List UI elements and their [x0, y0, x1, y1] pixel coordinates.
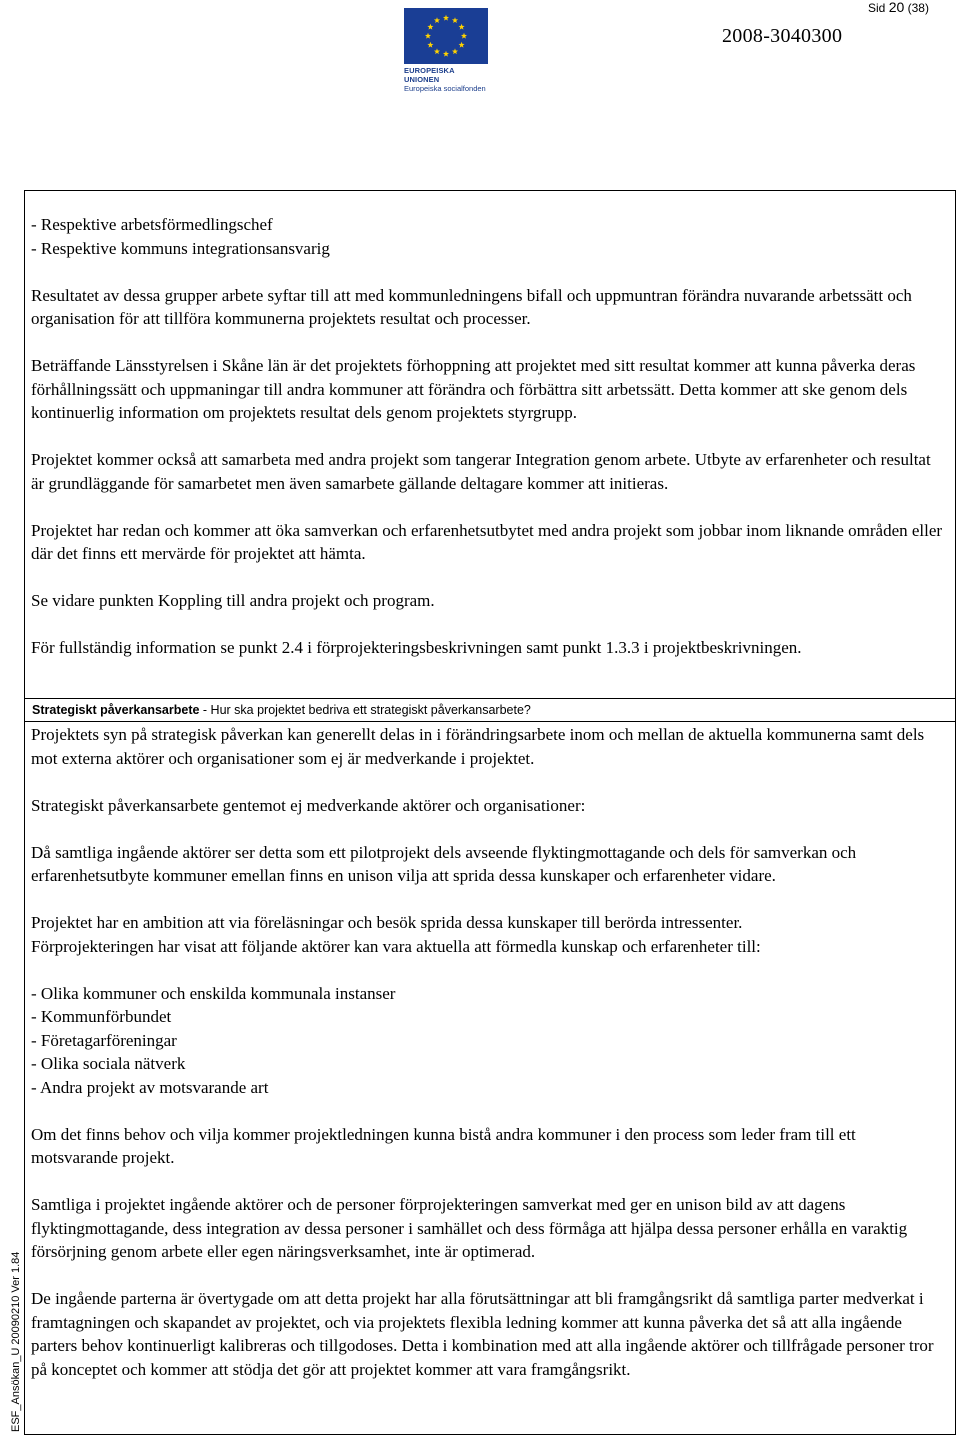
logo-line-2: Europeiska socialfonden	[404, 84, 486, 93]
paragraph: De ingående parterna är övertygade om att detta projekt har alla förutsättningar att bli framgångsrikt då samtliga parter medverkat i framtagningen och skapandet av projektet, och via projektets flexibla ledning kommer att kunna påverka det så att alla ingående parters behov kontinuerligt kalibreras och tillgodoses. Detta i kombination med att alla ingående aktörer och tillfrågade personer tror på konceptet och kommer att stödja det gör att projektet kommer att vara framgångsrikt.	[31, 1289, 934, 1379]
list-item: - Respektive kommuns integrationsansvarig	[31, 238, 330, 258]
page-number-label	[868, 0, 929, 15]
paragraph: Samtliga i projektet ingående aktörer och de personer förprojekteringen samverkat med ger en unison bild av att dagens flyktingmottagande, dess integration av dessa personer i samhället och dess förmåga att hjälpa dessa personer erhålla en varaktig försörjning genom arbete eller egen näringsverksamhet, inte är optimerad.	[31, 1195, 908, 1261]
paragraph: Projektet har en ambition att via föreläsningar och besök sprida dessa kunskaper till berörda intressenter.	[31, 913, 743, 932]
eu-logo	[404, 8, 488, 93]
section-heading	[32, 703, 531, 718]
page-number: 20	[888, 0, 905, 15]
paragraph: För fullständig information se punkt 2.4 i förprojekteringsbeskrivningen samt punkt 1.3.3 i projektbeskrivningen.	[31, 638, 802, 657]
paragraph: Projektet kommer också att samarbeta med andra projekt som tangerar Integration genom arbete. Utbyte av erfarenheter och resultat är grundläggande för samarbetet men även samarbete gällande deltagare kommer att initieras.	[31, 450, 931, 493]
list-item: - Olika sociala nätverk	[31, 1054, 186, 1073]
paragraph: Resultatet av dessa grupper arbete syftar till att med kommunledningens bifall och uppmuntran förändra nuvarande arbetssätt och organisation för att tillföra kommunerna projektets resultat och processer.	[31, 285, 912, 328]
paragraph: Förprojekteringen har visat att följande aktörer kan vara aktuella att förmedla kunskap och erfarenheter till:	[31, 936, 761, 956]
section-heading-question: - Hur ska projektet bedriva ett strategiskt påverkansarbete?	[199, 703, 531, 717]
paragraph: Strategiskt påverkansarbete gentemot ej medverkande aktörer och organisationer:	[31, 795, 586, 815]
list-item: - Olika kommuner och enskilda kommunala instanser	[31, 983, 396, 1003]
section-2	[31, 723, 946, 1405]
section-1	[31, 213, 946, 683]
paragraph: Då samtliga ingående aktörer ser detta som ett pilotprojekt dels avseende flyktingmottagande och dels för samverkan och erfarenhetsutbyte kommuner emellan finns en unison vilja att sprida dessa kunskaper och erfarenheter vidare.	[31, 842, 857, 885]
paragraph: Projektet har redan och kommer att öka samverkan och erfarenhetsutbytet med andra projekt som jobbar inom liknande områden eller där det finns ett mervärde för projektet att hämta.	[31, 520, 943, 563]
side-version-label: ESF_Ansökan_U 20090210 Ver 1.84	[10, 1251, 22, 1432]
list-item: - Kommunförbundet	[31, 1007, 172, 1026]
logo-line-1: EUROPEISKA UNIONEN	[404, 66, 455, 84]
paragraph: Om det finns behov och vilja kommer projektledningen kunna bistå andra kommuner i den process som leder fram till ett motsvarande projekt.	[31, 1124, 856, 1167]
eu-flag-icon	[404, 8, 488, 64]
list-item: - Respektive arbetsförmedlingschef	[31, 215, 273, 234]
paragraph: Beträffande Länsstyrelsen i Skåne län är det projektets förhoppning att projektet med sitt resultat kommer att kunna påverka deras förhållningssätt och uppmaningar till andra kommuner att förändra och förbättra sitt arbetssätt. Detta kommer att ske genom dels kontinuerlig information om projektets resultat dels genom projektets styrgrupp.	[31, 356, 916, 422]
page-total: (38)	[907, 1, 929, 15]
page-prefix: Sid	[868, 1, 886, 15]
case-number: 2008-3040300	[722, 25, 843, 47]
paragraph: Projektets syn på strategisk påverkan kan generellt delas in i förändringsarbete inom och mellan de aktuella kommunerna samt dels mot externa aktörer och organisationer som ej är medverkande i projektet.	[31, 725, 925, 768]
paragraph: Se vidare punkten Koppling till andra projekt och program.	[31, 591, 435, 610]
list-item: - Andra projekt av motsvarande art	[31, 1077, 269, 1097]
section-heading-bold: Strategiskt påverkansarbete	[32, 703, 200, 717]
list-item: - Företagarföreningar	[31, 1030, 177, 1050]
section-heading-row	[24, 698, 956, 722]
